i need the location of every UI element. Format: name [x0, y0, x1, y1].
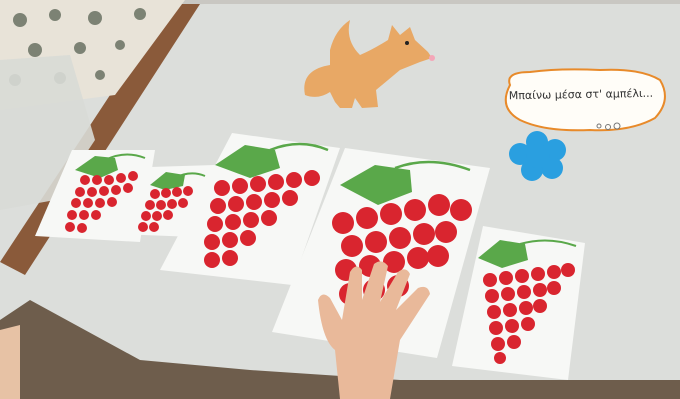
speech-bubble-text: Μπαίνω μέσα στ' αμπέλι...: [508, 86, 654, 103]
